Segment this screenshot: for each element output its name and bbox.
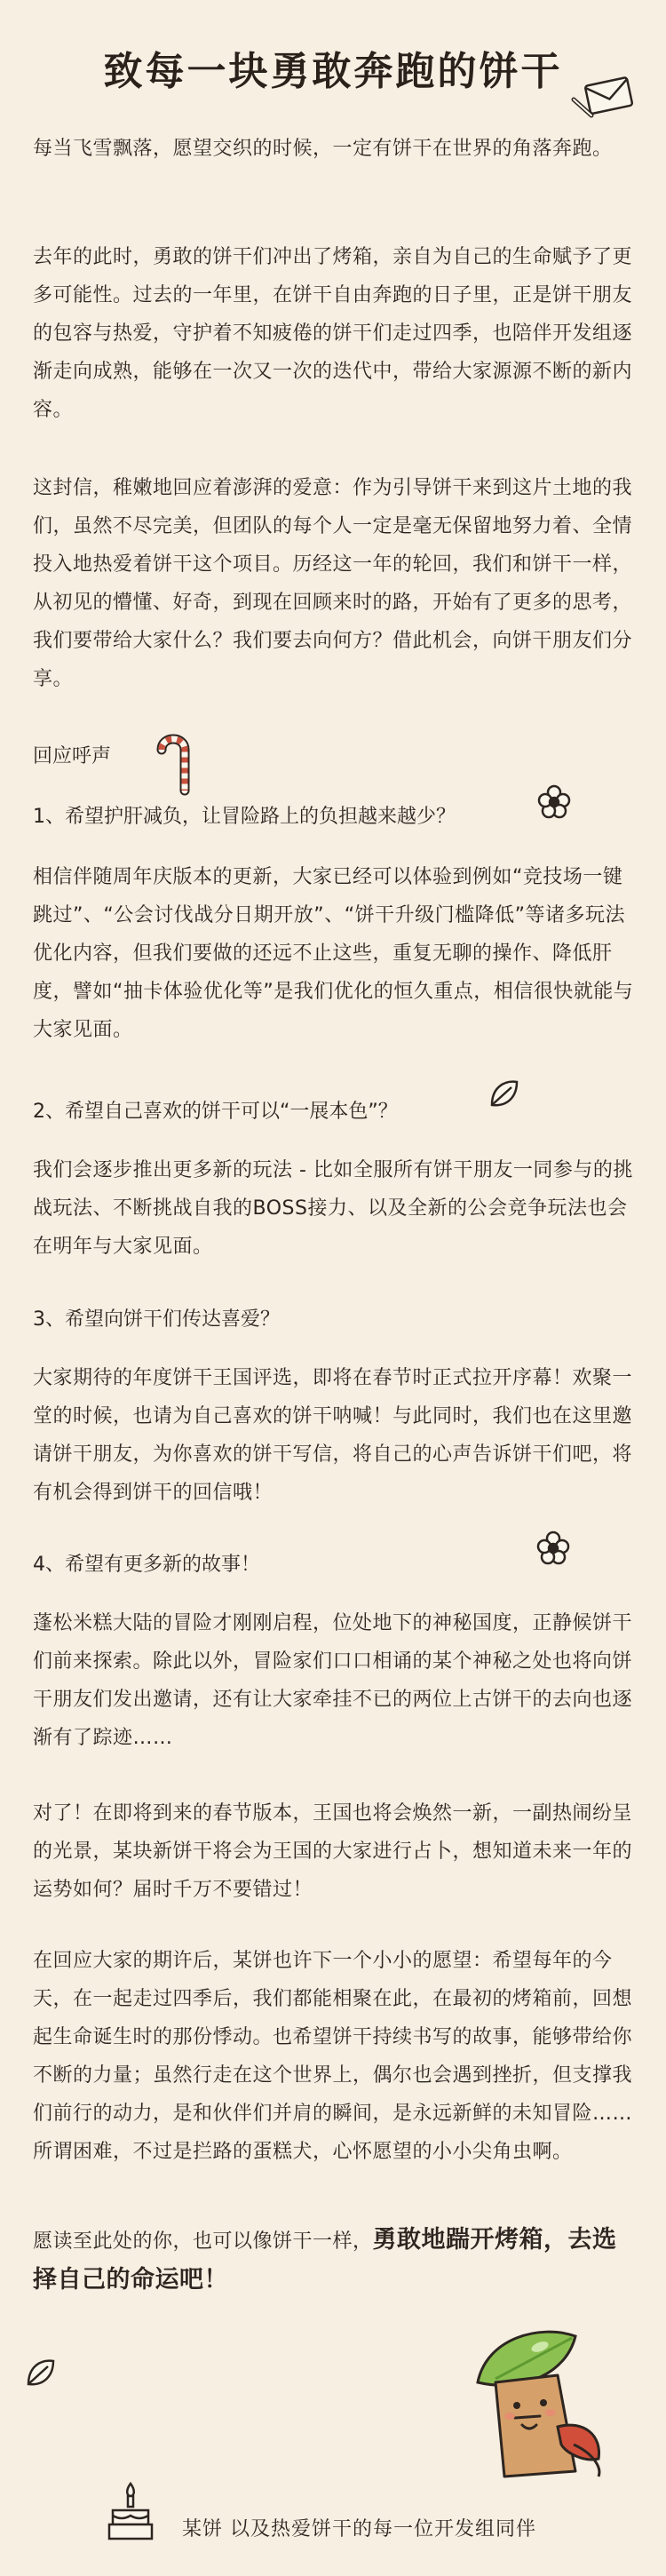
closing-paragraph xyxy=(33,2221,635,2301)
section-3-body: 大家期待的年度饼干王国评选，即将在春节时正式拉开序幕！欢聚一堂的时候，也请为自己喜欢的饼干呐喊！与此同时，我们也在这里邀请饼干朋友，为你喜欢的饼干写信，将自己的心声告诉饼干们吧，将有机会得到饼干的回信哦！ xyxy=(33,1367,633,1504)
paragraph-spring: 对了！在即将到来的春节版本，王国也将会焕然一新，一副热闹纷呈的光景，某块新饼干将会为王国的大家进行占卜，想知道未来一年的运势如何？届时千万不要错过！ xyxy=(33,1802,633,1901)
section-1-body: 相信伴随周年庆版本的更新，大家已经可以体验到例如“竞技场一键跳过”、“公会讨伐战分日期开放”、“饼干升级门槛降低”等诸多玩法优化内容，但我们要做的还远不止这些，重复无聊的操作、降低肝度，譬如“抽卡体验优化等”是我们优化的恒久重点，相信很快就能与大家见面。 xyxy=(33,866,634,1041)
intro-paragraph: 每当飞雪飘落，愿望交织的时候，一定有饼干在世界的角落奔跑。 xyxy=(33,138,613,160)
flower-icon xyxy=(535,783,573,821)
leaf-icon xyxy=(487,1077,522,1112)
section-1-heading: 1、希望护肝减负，让冒险路上的负担越来越少？ xyxy=(33,806,456,828)
paragraph-letter: 这封信，稚嫩地回应着澎湃的爱意：作为引导饼干来到这片土地的我们，虽然不尽完美，但团队的每个人一定是毫无保留地努力着、全情投入地热爱着饼干这个项目。历经这一年的轮回，我们和饼干一样，从初见的懵懂、好奇，到现在回顾来时的路，开始有了更多的思考，我们要带给大家什么？我们要去向何方？借此机会，向饼干朋友们分享。 xyxy=(33,477,633,690)
flower-icon xyxy=(535,1530,572,1567)
page-title: 致每一块勇敢奔跑的饼干 xyxy=(103,49,563,94)
paragraph-wish: 在回应大家的期许后，某饼也许下一个小小的愿望：希望每年的今天，在一起走过四季后，我们都能相聚在此，在最初的烤箱前，回想起生命诞生时的那份悸动。也希望饼干持续书写的故事，能够带给你不断的力量；虽然行走在这个世界上，偶尔也会遇到挫折，但支撑我们前行的动力，是和伙伴们并肩的瞬间，是永远新鲜的未知冒险……所谓困难，不过是拦路的蛋糕犬，心怀愿望的小小尖角虫啊。 xyxy=(33,1950,633,2163)
response-label: 回应呼声 xyxy=(33,745,112,767)
cake-icon xyxy=(104,2480,157,2544)
candy-cane-icon xyxy=(149,730,194,796)
section-4-body: 蓬松米糕大陆的冒险才刚刚启程，位处地下的神秘国度，正静候饼干们前来探索。除此以外，冒险家们口口相诵的某个神秘之处也将向饼干朋友们发出邀请，还有让大家牵挂不已的两位上古饼干的去向也逐渐有了踪迹…… xyxy=(33,1612,633,1749)
closing-lead: 愿读至此处的你，也可以像饼干一样， xyxy=(33,2230,373,2253)
signature: 某饼 以及热爱饼干的每一位开发组同伴 xyxy=(182,2518,536,2540)
section-3-heading: 3、希望向饼干们传达喜爱？ xyxy=(33,1308,280,1331)
leaf-icon xyxy=(23,2356,59,2391)
closing-emphasis: 勇敢地踹开烤箱，去选择自己的命运吧！ xyxy=(33,2226,617,2294)
paragraph-anniversary: 去年的此时，勇敢的饼干们冲出了烤箱，亲自为自己的生命赋予了更多可能性。过去的一年里，在饼干自由奔跑的日子里，正是饼干朋友的包容与热爱，守护着不知疲倦的饼干们走过四季，也陪伴开发组逐渐走向成熟，能够在一次又一次的迭代中，带给大家源源不断的新内容。 xyxy=(33,246,633,421)
section-2-heading: 2、希望自己喜欢的饼干可以“一展本色”？ xyxy=(33,1101,398,1123)
section-2-body: 我们会逐步推出更多新的玩法 - 比如全服所有饼干朋友一同参与的挑战玩法、不断挑战自我的BOSS接力、以及全新的公会竞争玩法也会在明年与大家见面。 xyxy=(33,1159,633,1258)
envelope-icon xyxy=(568,73,638,123)
cookie-mascot xyxy=(442,2320,638,2480)
section-4-heading: 4、希望有更多新的故事！ xyxy=(33,1554,260,1576)
